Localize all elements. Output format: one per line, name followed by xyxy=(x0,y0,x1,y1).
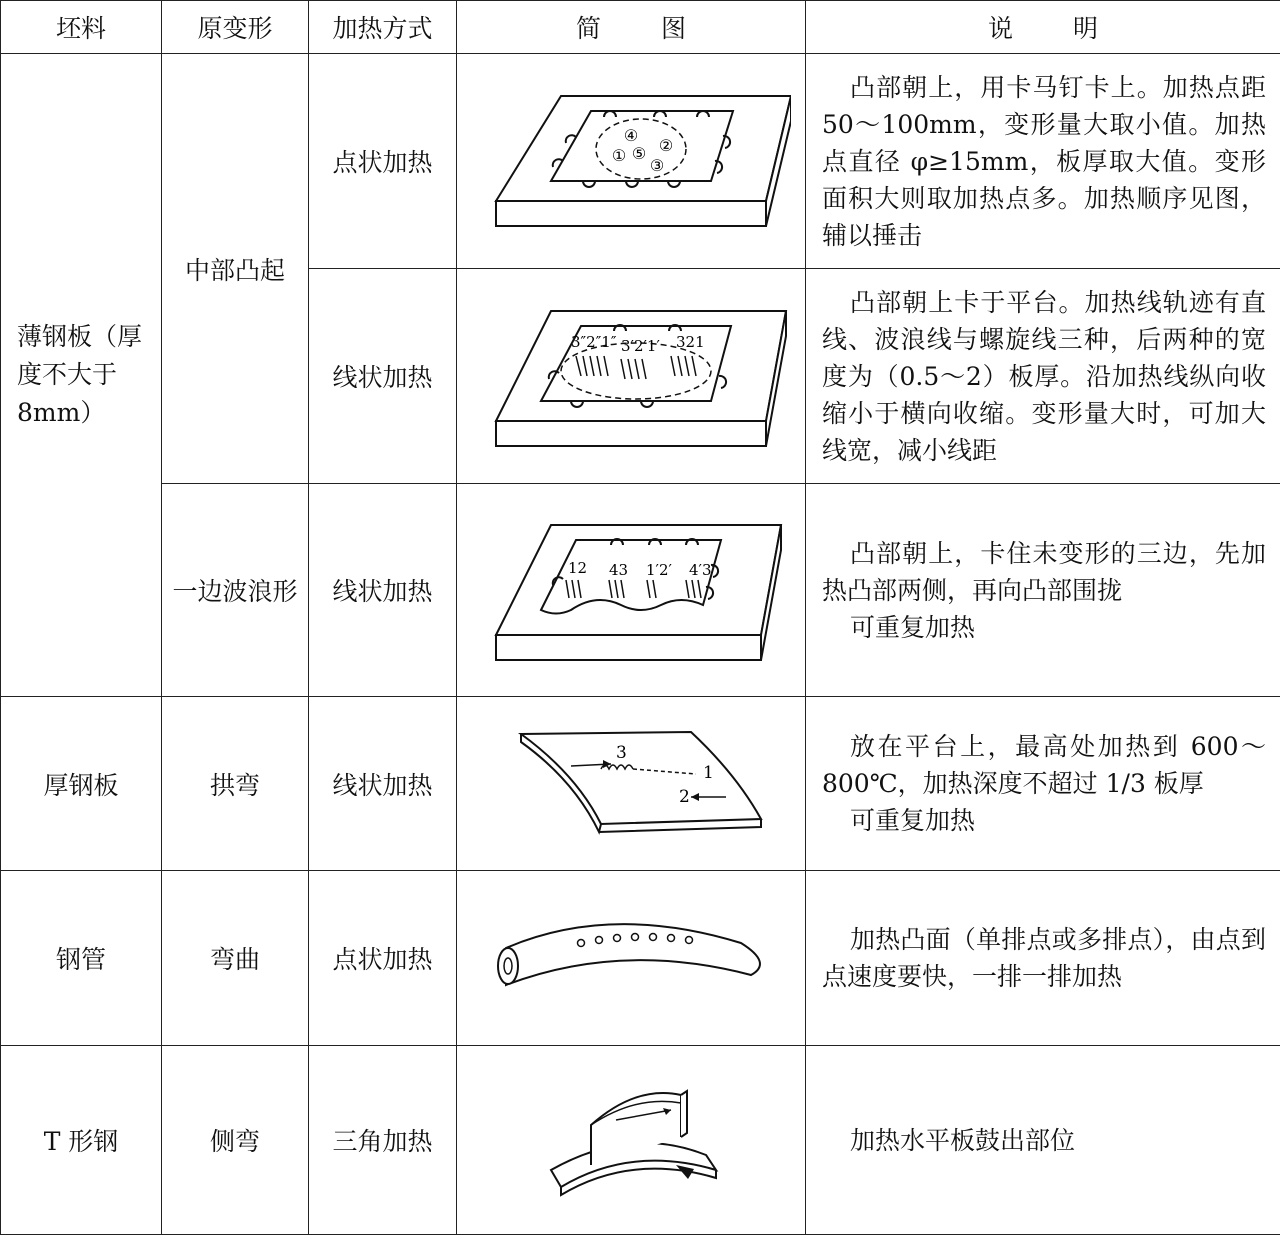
sketch-label: ④ xyxy=(623,126,639,145)
cell-sketch-pipe xyxy=(457,871,806,1046)
table-row xyxy=(1,1046,1280,1235)
cell-note xyxy=(806,54,1280,269)
sketch-label: 3″2″1″ xyxy=(571,333,617,351)
cell-note xyxy=(806,269,1280,484)
cell-note xyxy=(806,1046,1280,1235)
sketch-label: 1 xyxy=(703,762,714,783)
sketch-label: ② xyxy=(658,136,674,155)
cell-heating: 点状加热 xyxy=(309,54,457,269)
header-heating: 加热方式 xyxy=(309,1,457,54)
sketch-label: 321 xyxy=(676,333,705,351)
cell-sketch-line-heating xyxy=(457,269,806,484)
cell-deformation-wavy-edge: 一边波浪形 xyxy=(162,484,309,697)
cell-heating: 点状加热 xyxy=(309,871,457,1046)
note-text: 可重复加热 xyxy=(850,806,976,835)
header-material: 坯料 xyxy=(1,1,162,54)
note-text: 加热水平板鼓出部位 xyxy=(850,1125,1076,1155)
sketch-label: 43 xyxy=(609,561,629,579)
sketch-label: 12 xyxy=(568,559,588,577)
note-text: 加热凸面（单排点或多排点），由点到点速度要快，一排一排加热 xyxy=(822,925,1266,991)
sketch-label: ③ xyxy=(649,156,665,175)
cell-material-steel-pipe: 钢管 xyxy=(1,871,162,1046)
cell-deformation-center-bulge: 中部凸起 xyxy=(162,54,309,484)
sketch-plate-line-heating xyxy=(471,291,791,461)
note-text: 放在平台上，最高处加热到 600～800℃，加热深度不超过 1/3 板厚 xyxy=(822,732,1266,798)
sketch-label: 2 xyxy=(679,786,690,807)
note-text: 凸部朝上，用卡马钉卡上。加热点距 50～100mm，变形量大取小值。加热点直径 φ≥15mm，板厚取大值。变形面积大则取加热点多。加热顺序见图，辅以捶击 xyxy=(822,72,1266,250)
note-text: 凸部朝上，卡住未变形的三边，先加热凸部两侧，再向凸部围拢 xyxy=(822,538,1266,605)
table-row xyxy=(1,871,1280,1046)
table-row xyxy=(1,697,1280,871)
header-deformation: 原变形 xyxy=(162,1,309,54)
sketch-t-steel xyxy=(521,1075,741,1205)
cell-material-thin-plate: 薄钢板（厚度不大于8mm） xyxy=(1,54,162,697)
cell-note xyxy=(806,871,1280,1046)
table-row xyxy=(1,484,1280,697)
cell-heating: 线状加热 xyxy=(309,697,457,871)
cell-material-thick-plate: 厚钢板 xyxy=(1,697,162,871)
header-sketch: 简图 xyxy=(457,1,806,54)
cell-note xyxy=(806,697,1280,871)
sketch-label: ⑤ xyxy=(631,144,647,163)
note-text: 可重复加热 xyxy=(850,612,976,642)
cell-heating: 三角加热 xyxy=(309,1046,457,1235)
sketch-label: 1′2′ xyxy=(646,561,672,579)
header-note: 说明 xyxy=(806,1,1280,54)
cell-deformation-side-bend: 侧弯 xyxy=(162,1046,309,1235)
cell-sketch-wavy-edge xyxy=(457,484,806,697)
table-row xyxy=(1,54,1280,269)
cell-heating: 线状加热 xyxy=(309,269,457,484)
sketch-thick-plate-arch xyxy=(481,714,781,854)
sketch-label: 4′3′ xyxy=(689,561,715,579)
cell-deformation-bend: 弯曲 xyxy=(162,871,309,1046)
sketch-plate-point-heating xyxy=(471,71,791,251)
header-row xyxy=(1,1,1280,54)
sketch-label: 3′2′1′ xyxy=(621,337,660,355)
sketch-label: 3 xyxy=(616,742,627,763)
sketch-steel-pipe xyxy=(481,913,781,1003)
cell-heating: 线状加热 xyxy=(309,484,457,697)
cell-sketch-t-steel xyxy=(457,1046,806,1235)
cell-sketch-point-heating xyxy=(457,54,806,269)
cell-sketch-arch-bend xyxy=(457,697,806,871)
sketch-plate-wavy-edge xyxy=(471,505,791,675)
cell-deformation-arch: 拱弯 xyxy=(162,697,309,871)
cell-note xyxy=(806,484,1280,697)
note-text: 凸部朝上卡于平台。加热线轨迹有直线、波浪线与螺旋线三种，后两种的宽度为（0.5～2）板厚。沿加热线纵向收缩小于横向收缩。变形量大时，可加大线宽，减小线距 xyxy=(822,287,1266,465)
cell-material-t-steel: T 形钢 xyxy=(1,1046,162,1235)
sketch-label: ① xyxy=(611,146,627,165)
